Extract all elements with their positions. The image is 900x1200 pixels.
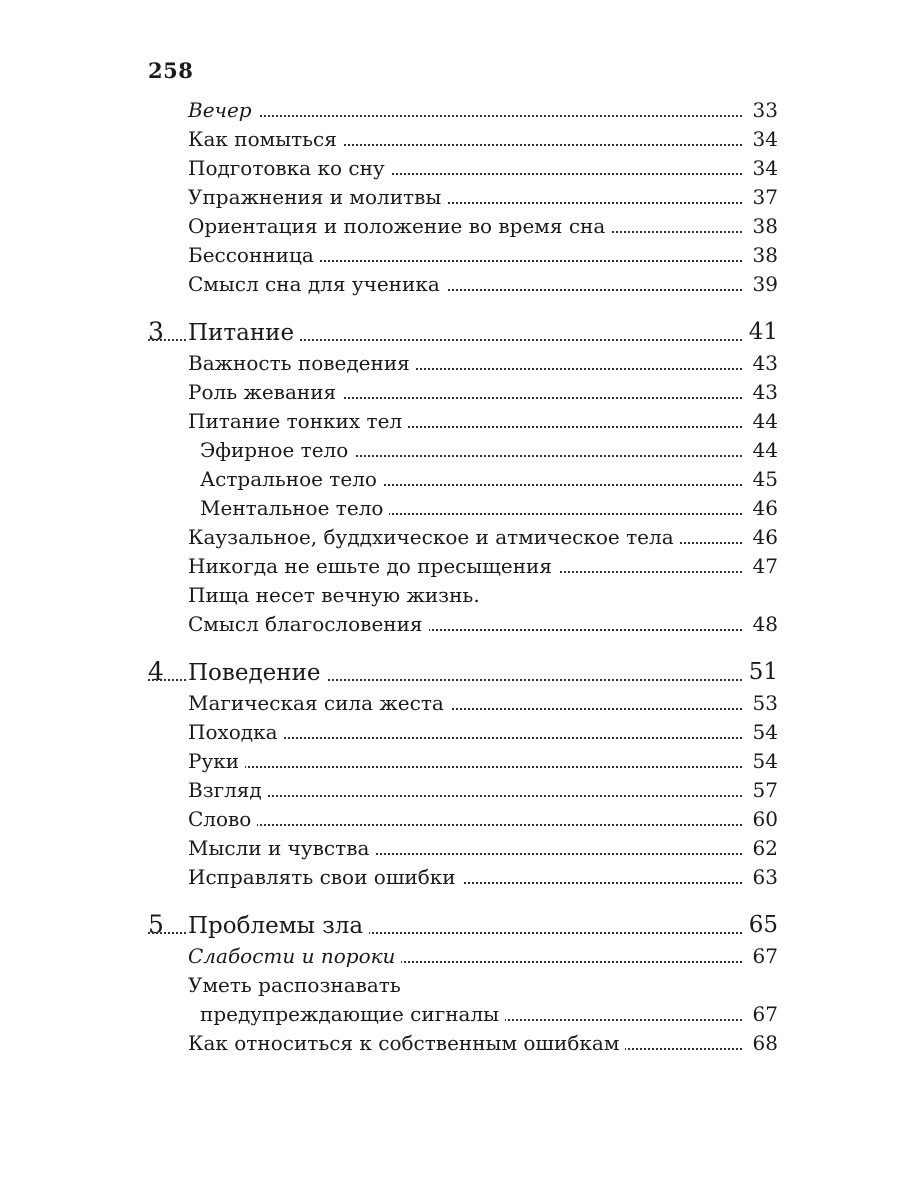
- toc-entry-page: 65: [745, 908, 778, 942]
- toc-entry-page: 37: [749, 183, 778, 212]
- toc-entry-page: 33: [749, 96, 778, 125]
- toc-row: [188, 942, 778, 971]
- toc-row: [188, 154, 778, 183]
- toc-entry-title: Поведение: [188, 660, 327, 686]
- toc-chapter-row: [148, 908, 778, 942]
- toc-entry-title: Смысл сна для ученика: [188, 272, 446, 296]
- toc-row: [188, 834, 778, 863]
- toc-entry-page: 43: [749, 349, 778, 378]
- toc-row: [200, 436, 778, 465]
- toc-entry-page: 67: [749, 1000, 778, 1029]
- page-number: 258: [148, 58, 194, 83]
- toc-entry-title: Каузальное, буддхическое и атмическое тела: [188, 525, 680, 549]
- dot-leader: [188, 115, 742, 117]
- toc-entry-title: Исправлять свои ошибки: [188, 865, 462, 889]
- toc-row: [188, 971, 778, 1000]
- toc-row: [188, 747, 778, 776]
- toc-row: [188, 212, 778, 241]
- toc-row: [188, 241, 778, 270]
- toc-entry-title: Как относиться к собственным ошибкам: [188, 1031, 625, 1055]
- toc-entry-title: Ориентация и положение во время сна: [188, 214, 611, 238]
- toc-entry-title: Вечер: [188, 98, 258, 122]
- toc-row: [188, 270, 778, 299]
- toc-entry-title: Важность поведения: [188, 351, 416, 375]
- toc-entry-title: Бессонница: [188, 243, 320, 267]
- toc-row: [188, 96, 778, 125]
- toc-entry-title: Астральное тело: [200, 467, 383, 491]
- toc-row: [188, 581, 778, 610]
- toc-entry-title: Смысл благословения: [188, 612, 429, 636]
- chapter-number: 4: [148, 657, 164, 686]
- toc-chapter-row: [148, 315, 778, 349]
- toc-entry-page: 67: [749, 942, 778, 971]
- toc-entry-title: Подготовка ко сну: [188, 156, 391, 180]
- toc-row: [188, 349, 778, 378]
- toc-row: [200, 465, 778, 494]
- toc-entry-page: 44: [749, 436, 778, 465]
- toc-entry-page: 38: [749, 212, 778, 241]
- toc-entry-page: 63: [749, 863, 778, 892]
- toc-entry-title: Мысли и чувства: [188, 836, 375, 860]
- toc-row: [188, 125, 778, 154]
- toc-entry-page: 53: [749, 689, 778, 718]
- toc-entry-page: 41: [745, 315, 778, 349]
- toc-entry-page: 46: [749, 523, 778, 552]
- toc-entry-title: Как помыться: [188, 127, 343, 151]
- toc-entry-page: 34: [749, 125, 778, 154]
- toc-entry-page: 68: [749, 1029, 778, 1058]
- toc-entry-title: Роль жевания: [188, 380, 342, 404]
- toc-entry-title: Проблемы зла: [188, 913, 369, 939]
- toc-row: [200, 1000, 778, 1029]
- toc-entry-page: 54: [749, 718, 778, 747]
- toc-entry-title: Никогда не ешьте до пресыщения: [188, 554, 558, 578]
- toc-row: [188, 689, 778, 718]
- toc-entry-page: 47: [749, 552, 778, 581]
- toc-row: [188, 183, 778, 212]
- dot-leader: [188, 824, 742, 826]
- toc-row: [188, 407, 778, 436]
- toc-entry-title: Слабости и пороки: [188, 944, 401, 968]
- toc-entry-page: 60: [749, 805, 778, 834]
- toc-entry-page: 48: [749, 610, 778, 639]
- toc-row: [200, 494, 778, 523]
- toc-entry-title: Руки: [188, 749, 245, 773]
- toc-row: [188, 1029, 778, 1058]
- table-of-contents: [148, 96, 778, 1058]
- toc-entry-title: Слово: [188, 807, 257, 831]
- toc-entry-page: 44: [749, 407, 778, 436]
- toc-entry-title: Ментальное тело: [200, 496, 389, 520]
- dot-leader: [188, 766, 742, 768]
- chapter-number: 5: [148, 910, 164, 939]
- toc-row: [188, 523, 778, 552]
- toc-entry-page: 54: [749, 747, 778, 776]
- toc-entry-title: Походка: [188, 720, 284, 744]
- dot-leader: [188, 795, 742, 797]
- toc-entry-page: 34: [749, 154, 778, 183]
- toc-entry-title: Пища несет вечную жизнь.: [188, 583, 486, 607]
- toc-row: [188, 552, 778, 581]
- toc-row: [188, 610, 778, 639]
- toc-entry-page: 51: [745, 655, 778, 689]
- toc-entry-page: 57: [749, 776, 778, 805]
- toc-entry-page: 38: [749, 241, 778, 270]
- toc-row: [188, 805, 778, 834]
- toc-entry-page: 45: [749, 465, 778, 494]
- toc-row: [188, 718, 778, 747]
- toc-row: [188, 863, 778, 892]
- toc-entry-title: Эфирное тело: [200, 438, 354, 462]
- toc-entry-title: Магическая сила жеста: [188, 691, 450, 715]
- toc-entry-page: 43: [749, 378, 778, 407]
- toc-chapter-row: [148, 655, 778, 689]
- toc-entry-title: Уметь распознавать: [188, 973, 407, 997]
- chapter-number: 3: [148, 317, 164, 346]
- toc-entry-title: Упражнения и молитвы: [188, 185, 447, 209]
- toc-row: [188, 378, 778, 407]
- toc-entry-title: Взгляд: [188, 778, 268, 802]
- toc-entry-title: Питание тонких тел: [188, 409, 408, 433]
- toc-entry-page: 39: [749, 270, 778, 299]
- toc-entry-title: Питание: [188, 320, 300, 346]
- toc-entry-page: 62: [749, 834, 778, 863]
- toc-entry-title: предупреждающие сигналы: [200, 1002, 505, 1026]
- toc-entry-page: 46: [749, 494, 778, 523]
- toc-row: [188, 776, 778, 805]
